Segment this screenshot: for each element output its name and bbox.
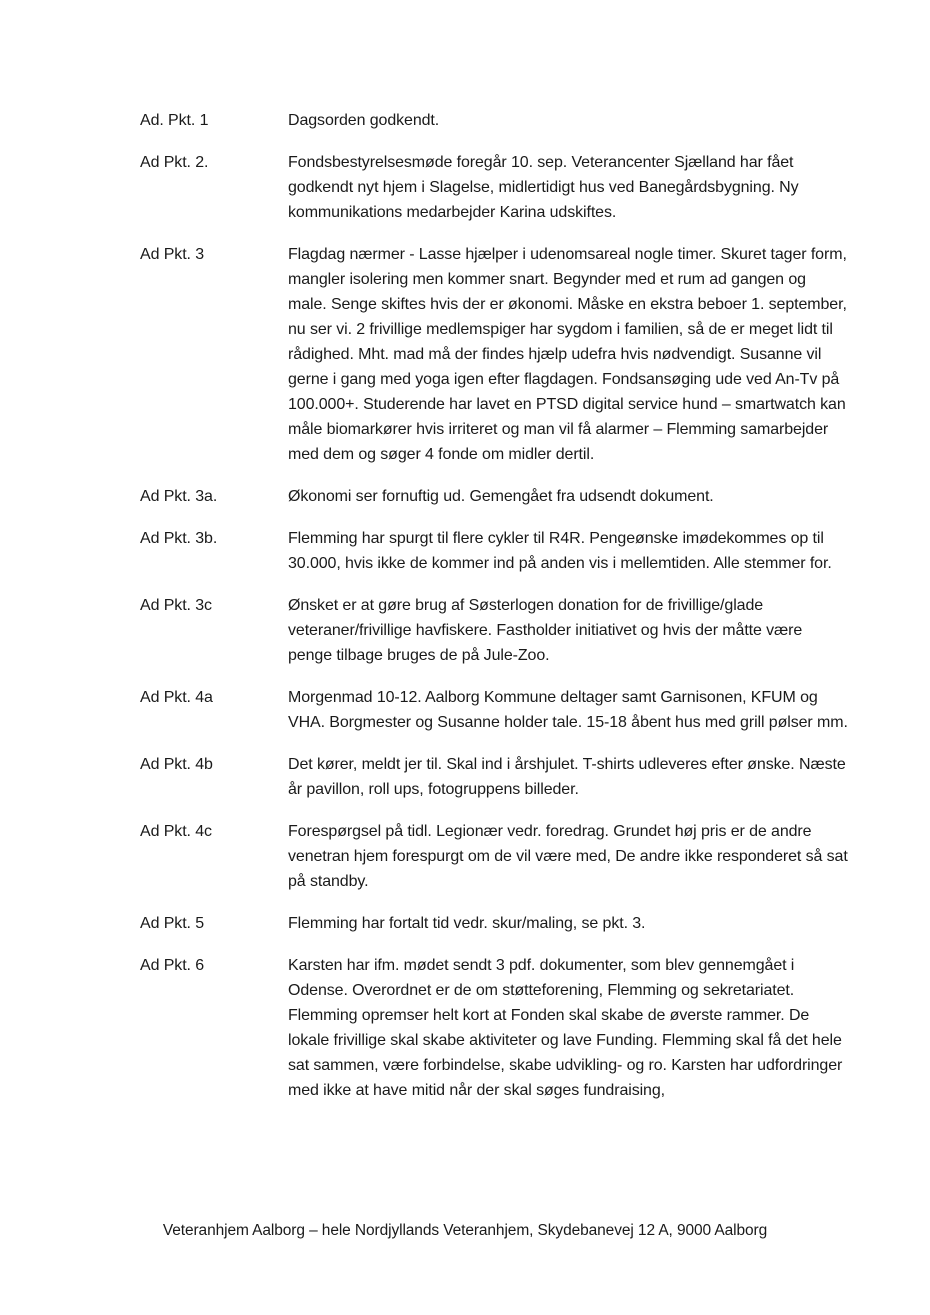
item-label: Ad Pkt. 4a — [140, 689, 213, 706]
item-label: Ad Pkt. 3 — [140, 246, 205, 263]
item-text: Økonomi ser fornuftig ud. Gemengået fra udsendt dokument. — [288, 488, 714, 505]
item-text: Ønsket er at gøre brug af Søsterlogen donation for de frivillige/glade veteraner/frivillige havfiskere. Fastholder initiativet og hvis der måtte være penge tilbage bruges de på Jule-Zoo. — [288, 597, 803, 664]
item-label: Ad Pkt. 3a. — [140, 488, 218, 505]
item-label: Ad Pkt. 2. — [140, 154, 209, 171]
minute-item-3b — [140, 526, 850, 576]
item-label: Ad. Pkt. 1 — [140, 112, 209, 129]
item-text: Flemming har spurgt til flere cykler til R4R. Pengeønske imødekommes op til 30.000, hvis ikke de kommer ind på anden vis i mellemtiden. Alle stemmer for. — [288, 530, 832, 572]
item-text: Karsten har ifm. mødet sendt 3 pdf. dokumenter, som blev gennemgået i Odense. Overordnet er de om støtteforening, Flemming og sekretariatet. Flemming opremser helt kort at Fonden skal skabe de øverste rammer. De lokale frivillige skal skabe aktiviteter og lave Funding. Flemming skal få det hele sat sammen, være forbindelse, skabe udvikling- og ro. Karsten har udfordringer med ikke at have mitid når der skal søges fundraising, — [288, 957, 843, 1099]
minute-item-3a — [140, 484, 850, 509]
minute-item-1 — [140, 108, 850, 133]
item-label: Ad Pkt. 3c — [140, 597, 212, 614]
item-text: Morgenmad 10-12. Aalborg Kommune deltager samt Garnisonen, KFUM og VHA. Borgmester og Susanne holder tale. 15-18 åbent hus med grill pølser mm. — [288, 689, 848, 731]
item-text: Dagsorden godkendt. — [288, 112, 440, 129]
minute-item-5 — [140, 911, 850, 936]
item-label: Ad Pkt. 4b — [140, 756, 213, 773]
minute-item-3 — [140, 242, 850, 467]
minute-item-6 — [140, 953, 850, 1103]
item-label: Ad Pkt. 6 — [140, 957, 205, 974]
minute-item-3c — [140, 593, 850, 668]
minute-item-2 — [140, 150, 850, 225]
item-text: Flemming har fortalt tid vedr. skur/maling, se pkt. 3. — [288, 915, 646, 932]
item-label: Ad Pkt. 4c — [140, 823, 212, 840]
item-text: Forespørgsel på tidl. Legionær vedr. foredrag. Grundet høj pris er de andre venetran hjem forespurgt om de vil være med, De andre ikke responderet så sat på standby. — [288, 823, 848, 890]
page-footer: Veteranhjem Aalborg – hele Nordjyllands Veteranhjem, Skydebanevej 12 A, 9000 Aalborg — [162, 1222, 768, 1239]
item-text: Flagdag nærmer - Lasse hjælper i udenomsareal nogle timer. Skuret tager form, mangler isolering men kommer snart. Begynder med et rum ad gangen og male. Senge skiftes hvis der er økonomi. Måske en ekstra beboer 1. september, nu ser vi. 2 frivillige medlemspiger har sygdom i familien, så de er meget lidt til rådighed. Mht. mad må der findes hjælp udefra hvis nødvendigt. Susanne vil gerne i gang med yoga igen efter flagdagen. Fondsansøging ude ved An-Tv på 100.000+. Studerende har lavet en PTSD digital service hund – smartwatch kan måle biomarkører hvis irriteret og man vil få alarmer – Flemming samarbejder med dem og søger 4 fonde om midler dertil. — [288, 246, 847, 463]
item-text: Fondsbestyrelsesmøde foregår 10. sep. Veterancenter Sjælland har fået godkendt nyt hjem i Slagelse, midlertidigt hus ved Banegårdsbygning. Ny kommunikations medarbejder Karina udskiftes. — [288, 154, 799, 221]
minute-item-4c — [140, 819, 850, 894]
item-label: Ad Pkt. 3b. — [140, 530, 218, 547]
item-label: Ad Pkt. 5 — [140, 915, 205, 932]
item-text: Det kører, meldt jer til. Skal ind i årshjulet. T-shirts udleveres efter ønske. Næste år pavillon, roll ups, fotogruppens billeder. — [288, 756, 846, 798]
minute-item-4b — [140, 752, 850, 802]
minute-item-4a — [140, 685, 850, 735]
minutes-list — [140, 108, 850, 1120]
